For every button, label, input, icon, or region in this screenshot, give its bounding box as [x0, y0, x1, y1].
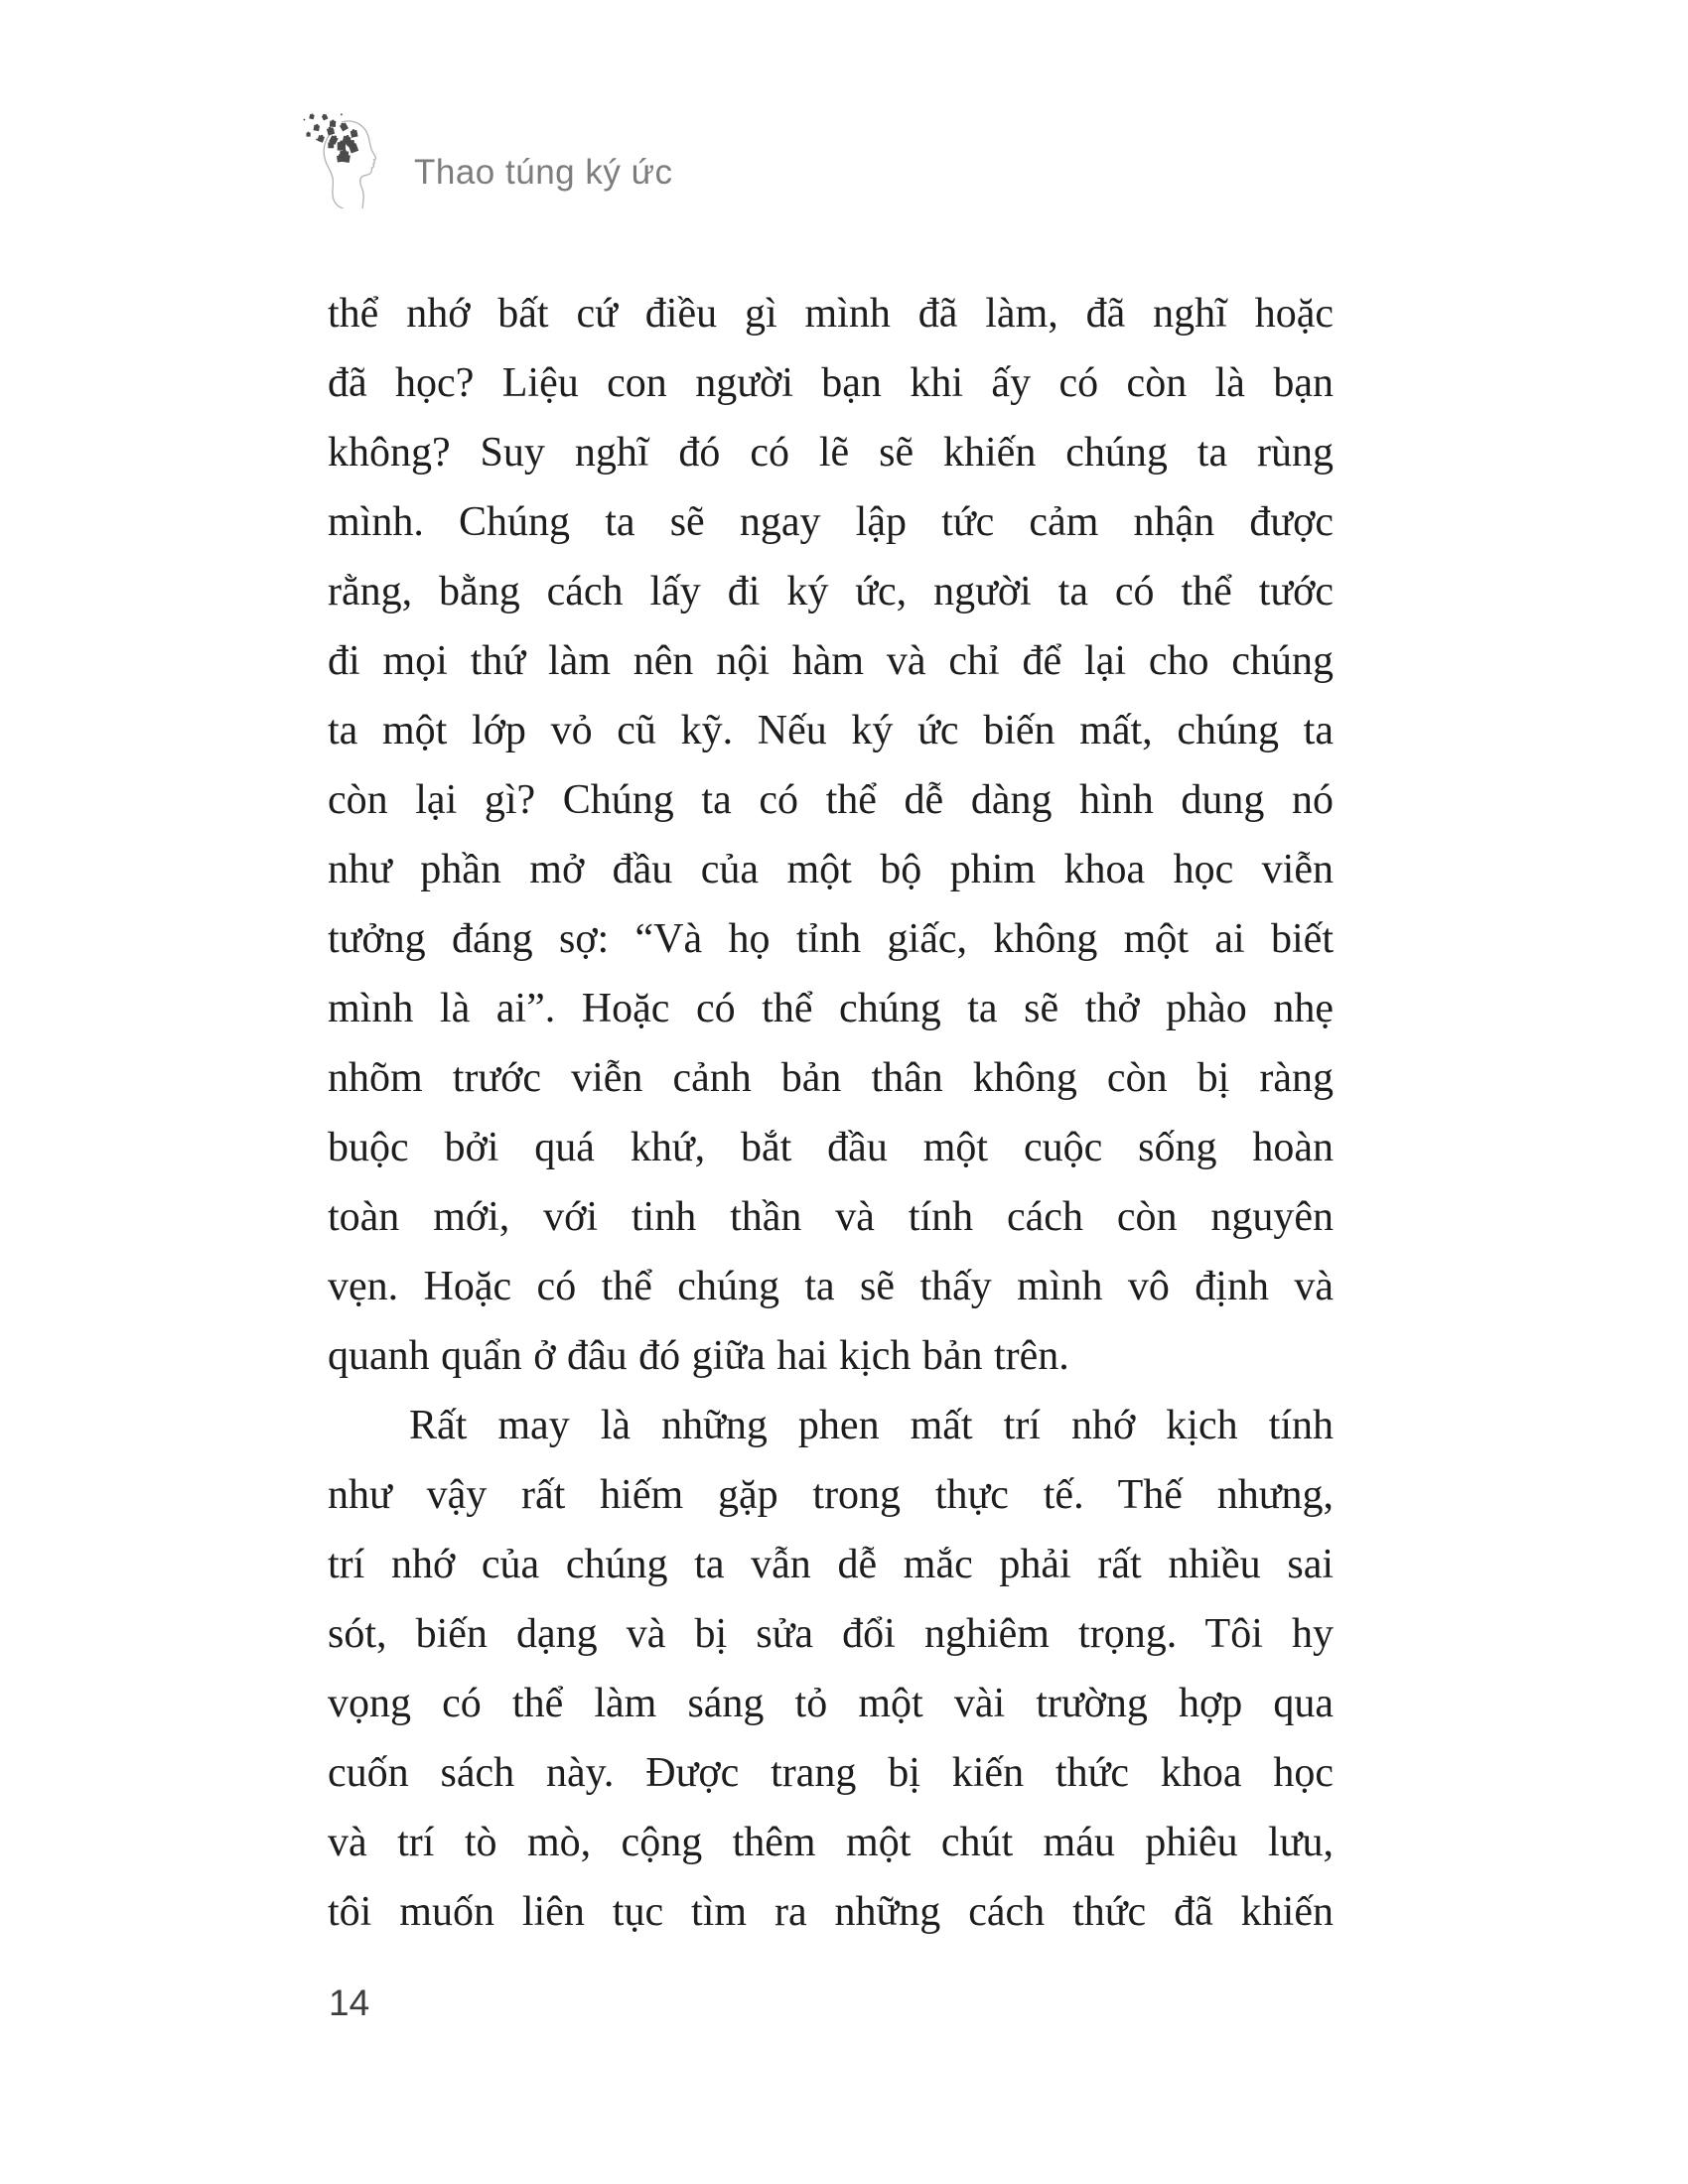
- text-line: vọng có thể làm sáng tỏ một vài trường hợp qua: [328, 1681, 1334, 1726]
- body-text: [328, 279, 1334, 1947]
- text-line: toàn mới, với tinh thần và tính cách còn nguyên: [328, 1194, 1334, 1240]
- paragraph-1: [328, 279, 1334, 1391]
- page-number: 14: [329, 1982, 370, 2023]
- text-line: như vậy rất hiếm gặp trong thực tế. Thế nhưng,: [328, 1472, 1334, 1518]
- text-line: quanh quẩn ở đâu đó giữa hai kịch bản trên.: [328, 1333, 1069, 1379]
- text-line: và trí tò mò, cộng thêm một chút máu phiêu lưu,: [328, 1820, 1334, 1865]
- text-line: cuốn sách này. Được trang bị kiến thức khoa học: [328, 1750, 1334, 1796]
- text-line: còn lại gì? Chúng ta có thể dễ dàng hình dung nó: [328, 777, 1334, 823]
- text-line: rằng, bằng cách lấy đi ký ức, người ta có thể tước: [328, 569, 1334, 614]
- text-line: tưởng đáng sợ: “Và họ tỉnh giấc, không một ai biết: [328, 916, 1334, 962]
- text-line: không? Suy nghĩ đó có lẽ sẽ khiến chúng ta rùng: [328, 430, 1334, 476]
- paragraph-2: [328, 1391, 1334, 1947]
- text-line: nhõm trước viễn cảnh bản thân không còn bị ràng: [328, 1055, 1334, 1101]
- text-line: đi mọi thứ làm nên nội hàm và chỉ để lại cho chúng: [328, 638, 1334, 684]
- text-line: sót, biến dạng và bị sửa đổi nghiêm trọng. Tôi hy: [328, 1611, 1334, 1657]
- running-title: Thao túng ký ức: [414, 153, 673, 192]
- text-line: như phần mở đầu của một bộ phim khoa học viễn: [328, 847, 1334, 892]
- page-header: [0, 0, 1688, 228]
- text-line: mình là ai”. Hoặc có thể chúng ta sẽ thở phào nhẹ: [328, 986, 1334, 1031]
- text-line: vẹn. Hoặc có thể chúng ta sẽ thấy mình vô định và: [328, 1264, 1334, 1309]
- text-line: Rất may là những phen mất trí nhớ kịch tính: [409, 1403, 1334, 1448]
- text-line: mình. Chúng ta sẽ ngay lập tức cảm nhận được: [328, 499, 1334, 545]
- text-line: buộc bởi quá khứ, bắt đầu một cuộc sống hoàn: [328, 1125, 1334, 1170]
- text-line: trí nhớ của chúng ta vẫn dễ mắc phải rất nhiều sai: [328, 1542, 1334, 1587]
- head-puzzle-logo-icon: [293, 105, 396, 208]
- text-line: tôi muốn liên tục tìm ra những cách thức đã khiến: [328, 1889, 1334, 1935]
- text-line: thể nhớ bất cứ điều gì mình đã làm, đã nghĩ hoặc: [328, 291, 1334, 337]
- text-line: ta một lớp vỏ cũ kỹ. Nếu ký ức biến mất, chúng ta: [328, 708, 1334, 753]
- text-line: đã học? Liệu con người bạn khi ấy có còn là bạn: [328, 360, 1334, 406]
